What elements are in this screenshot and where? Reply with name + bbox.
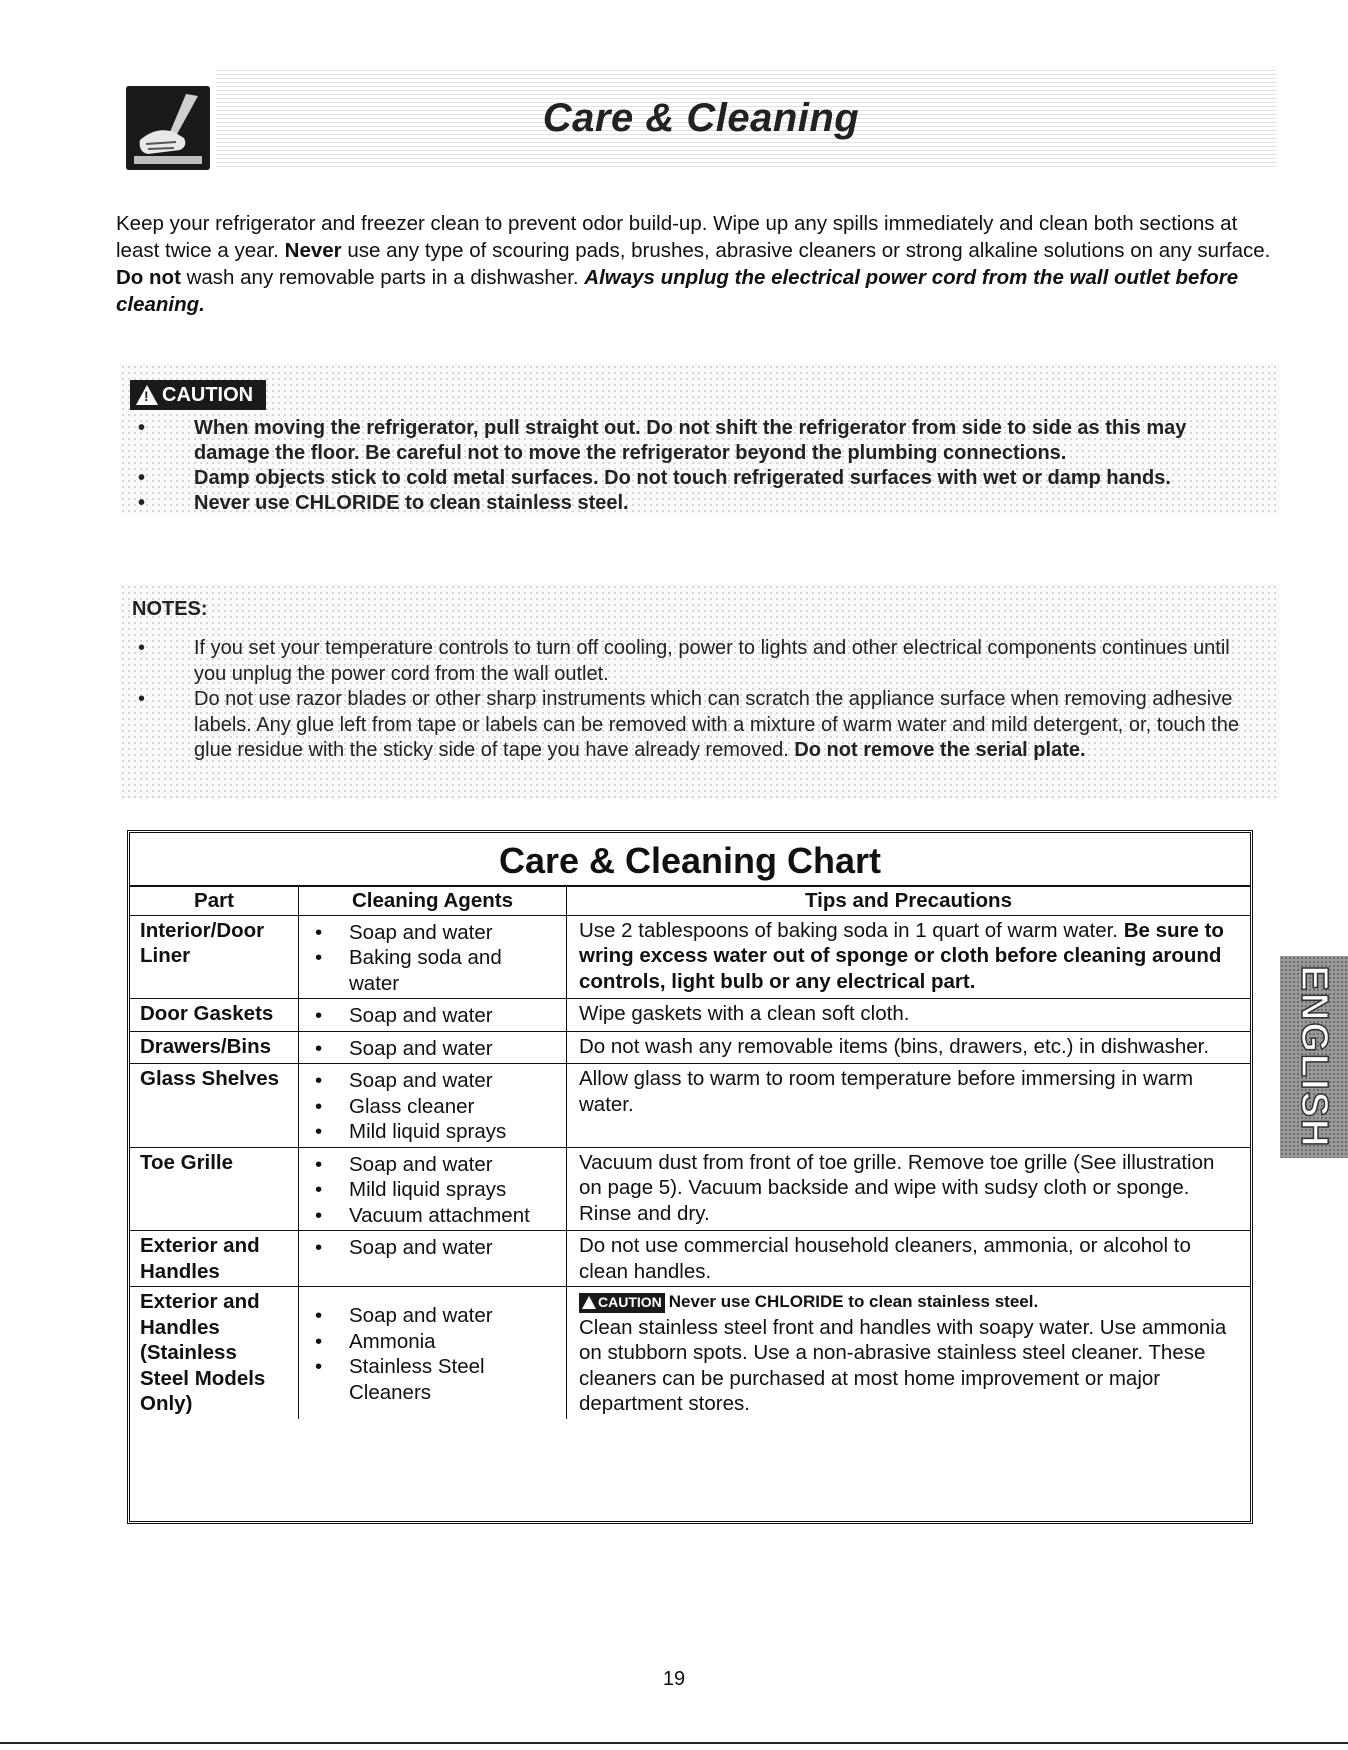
page-header [126, 70, 1276, 174]
agent-item: • Soap and water [309, 1235, 556, 1261]
agents-cell [299, 1031, 567, 1064]
table-row [130, 1147, 1250, 1231]
table-row [130, 999, 1250, 1032]
agent-item: • Mild liquid sprays [309, 1177, 556, 1203]
agents-cell [299, 1287, 567, 1419]
chart-title: Care & Cleaning Chart [130, 833, 1250, 886]
intro-text-3: wash any removable parts in a dishwasher. [180, 266, 585, 289]
page-number: 19 [662, 1668, 686, 1690]
intro-warning: Always unplug the electrical power cord from the wall outlet before cleaning. [116, 266, 1239, 316]
table-row [130, 1064, 1250, 1148]
tips-cell: Allow glass to warm to room temperature before immersing in warm water. [567, 1064, 1251, 1148]
agent-item: • Soap and water [309, 920, 556, 946]
agents-cell [299, 915, 567, 999]
note-item: • If you set your temperature controls to turn off cooling, power to lights and other electrical components continues until you unplug the power cord from the wall outlet. [134, 636, 1264, 687]
agent-item: • Ammonia [309, 1329, 556, 1355]
page-title: Care & Cleaning [542, 96, 860, 140]
agent-item: • Soap and water [309, 1152, 556, 1178]
part-cell: Door Gaskets [130, 999, 299, 1032]
agent-item: • Mild liquid sprays [309, 1119, 556, 1145]
agents-cell [299, 1147, 567, 1231]
bottom-rule [0, 1742, 1348, 1744]
column-header-tips: Tips and Precautions [567, 887, 1251, 916]
caution-mini-badge [579, 1293, 665, 1313]
tips-bold-text: Be sure to wring excess water out of sponge or cloth before cleaning around controls, light bulb or any electrical part. [579, 918, 1224, 993]
language-tab [1280, 956, 1348, 1158]
column-header-part: Part [130, 887, 299, 916]
table-row [130, 915, 1250, 999]
agent-item: • Baking soda and water [309, 945, 556, 996]
caution-badge [130, 380, 266, 410]
tips-cell [567, 915, 1251, 999]
caution-badge-label: CAUTION [162, 383, 254, 406]
table-header-row [130, 887, 1250, 916]
intro-paragraph [116, 210, 1280, 318]
tips-cell [567, 1287, 1251, 1419]
tips-cell: Wipe gaskets with a clean soft cloth. [567, 999, 1251, 1032]
intro-text-1: Keep your refrigerator and freezer clean to prevent odor build-up. Wipe up any spills immediately and clean both sections at least twice a year. [116, 212, 1238, 262]
caution-mini-text: Never use CHLORIDE to clean stainless steel. [668, 1292, 1039, 1311]
warning-triangle-icon: ! [136, 385, 158, 405]
agent-item: • Soap and water [309, 1036, 556, 1062]
column-header-agents: Cleaning Agents [299, 887, 567, 916]
tips-caution-line [579, 1289, 1240, 1315]
caution-item: • Never use CHLORIDE to clean stainless steel. [134, 491, 1264, 516]
part-cell: Drawers/Bins [130, 1031, 299, 1064]
agent-item: • Soap and water [309, 1068, 556, 1094]
agent-item: • Soap and water [309, 1003, 556, 1029]
agents-cell [299, 1231, 567, 1287]
agent-item: • Soap and water [309, 1303, 556, 1329]
tips-text: Clean stainless steel front and handles with soapy water. Use ammonia on stubborn spots. Use a non-abrasive stainless steel cleaner. These cleaners can be purchased at most home improvement or major department stores. [579, 1315, 1227, 1415]
agent-item: • Stainless Steel Cleaners [309, 1354, 556, 1405]
care-cleaning-chart [127, 830, 1253, 1524]
agent-item: • Glass cleaner [309, 1094, 556, 1120]
part-cell: Interior/Door Liner [130, 915, 299, 999]
tips-cell: Do not use commercial household cleaners, ammonia, or alcohol to clean handles. [567, 1231, 1251, 1287]
intro-never: Never [284, 239, 342, 262]
part-cell: Exterior and Handles [130, 1231, 299, 1287]
agents-cell [299, 999, 567, 1032]
warning-triangle-icon [582, 1296, 596, 1309]
note-item-bold: Do not remove the serial plate. [794, 739, 1086, 761]
tips-cell: Vacuum dust from front of toe grille. Remove toe grille (See illustration on page 5). Vacuum backside and wipe with sudsy cloth or sponge. Rinse and dry. [567, 1147, 1251, 1231]
intro-text-2: use any type of scouring pads, brushes, abrasive cleaners or strong alkaline solutions on any surface. [341, 239, 1271, 262]
intro-do-not: Do not [116, 266, 181, 289]
notes-list [134, 636, 1264, 764]
caution-item: • Damp objects stick to cold metal surfaces. Do not touch refrigerated surfaces with wet or damp hands. [134, 466, 1264, 491]
table-row [130, 1231, 1250, 1287]
caution-list [134, 416, 1264, 516]
caution-box [120, 364, 1280, 516]
table-row [130, 1031, 1250, 1064]
caution-item: • When moving the refrigerator, pull straight out. Do not shift the refrigerator from side to side as this may damage the floor. Be careful not to move the refrigerator beyond the plumbing connections. [134, 416, 1264, 466]
part-cell: Toe Grille [130, 1147, 299, 1231]
note-item [134, 687, 1264, 764]
notes-box [120, 584, 1280, 799]
note-item-text: Do not use razor blades or other sharp instruments which can scratch the appliance surface when removing adhesive labels. Any glue left from tape or labels can be removed with a mixture of warm water and mild detergent, or, touch the glue residue with the sticky side of tape you have already removed. [194, 688, 1239, 761]
part-cell: Glass Shelves [130, 1064, 299, 1148]
table-row [130, 1287, 1250, 1419]
caution-mini-label: CAUTION [598, 1293, 662, 1310]
tips-cell: Do not wash any removable items (bins, drawers, etc.) in dishwasher. [567, 1031, 1251, 1064]
notes-heading: NOTES: [132, 598, 208, 620]
tips-text: Use 2 tablespoons of baking soda in 1 quart of warm water. [579, 918, 1124, 942]
agent-item: • Vacuum attachment [309, 1203, 556, 1229]
language-tab-label: ENGLISH [1293, 965, 1335, 1149]
part-cell: Exterior and Handles (Stainless Steel Models Only) [130, 1287, 299, 1419]
chart-table [130, 886, 1250, 1419]
agents-cell [299, 1064, 567, 1148]
